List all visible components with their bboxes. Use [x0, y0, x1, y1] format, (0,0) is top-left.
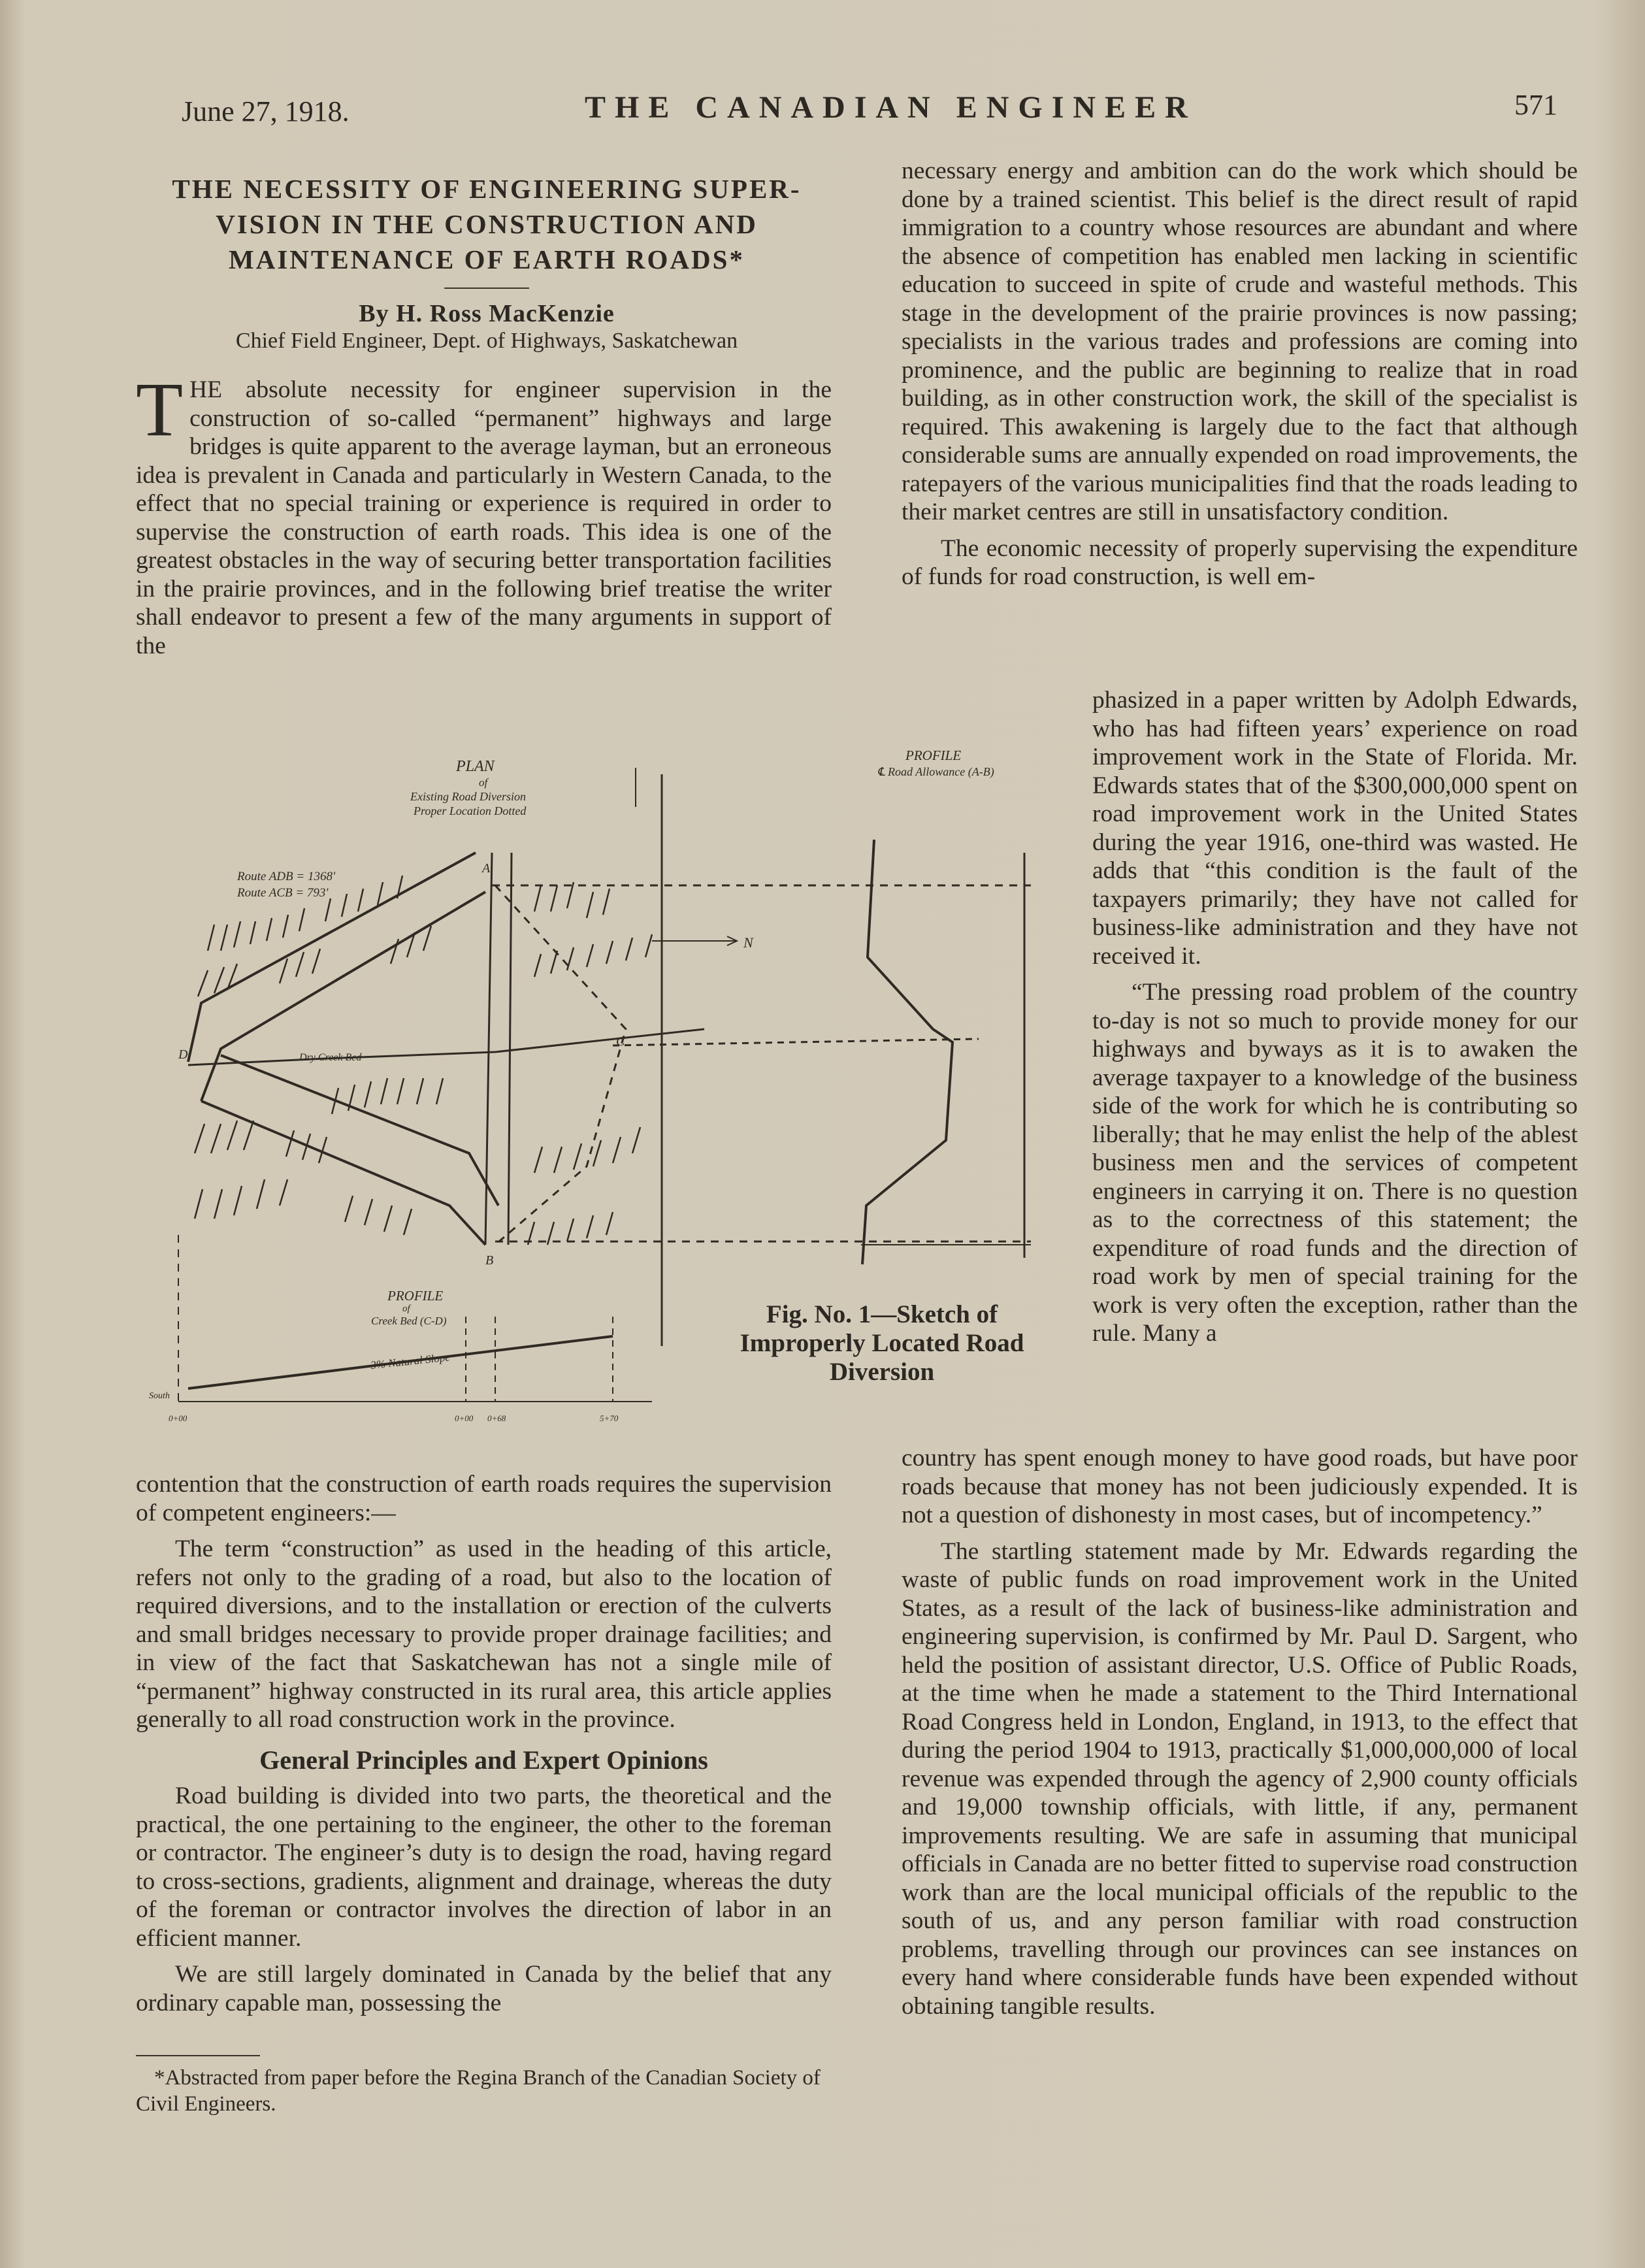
station-1: 0+00 [455, 1413, 474, 1423]
creek-bed-label: Dry Creek Bed [299, 1052, 362, 1063]
profile-link-middle [613, 1039, 979, 1045]
slope-label: 3% Natural Slope [370, 1351, 451, 1372]
col2-narrow-paragraph-2: “The pressing road problem of the country to-day is not so much to provide money for our highways and byways as it is to awaken the average taxpayer to a knowledge of the business side of the work for which he is contributing so liberally; that he may enlist the help of the ablest business men and the services of competent engineers in carrying it on. There is no question as to the correctness of this statement; the expenditure of road funds and the direction of road work by men of special training for the work is very often the exception, rather than the rule. Many a [1092, 979, 1578, 1347]
col2-paragraph-3: country has spent enough money to have good roads, but have poor roads because that money has not been judiciously expended. It is not a question of dishonesty in most cases, but of incompetency.” [902, 1445, 1578, 1528]
intro-text: HE absolute necessity for engineer supervision in the construction of so-called “permanent” highways and large bridges is quite apparent to the average layman, but an erroneous idea is prevalent in Canada and particularly in Western Canada, to the effect that no special training or experience is required in order to supervise the construction of earth roads. This idea is one of the greatest obstacles in the way of securing better transportation facilities in the prairie provinces, and in the following brief treatise the writer shall endeavor to present a few of the many arguments in support of the [136, 376, 832, 659]
col2-paragraph-4: The startling statement made by Mr. Edwards regarding the waste of public funds on road improvement work in the United States, as a result of the lack of business-like administration and engineering supervision, is confirmed by Mr. Paul D. Sargent, who held the position of assistant director, U.S. Office of Public Roads, at the time when he made a statement to the Third International Road Congress held in London, England, in 1913, to the effect that during the period 1904 to 1913, practically $1,000,000,000 of local revenue was expended through the agency of 2,900 county officials and 19,000 township officials, with little, if any, permanent improvements resulting. We are safe in assuming that municipal officials in Canada are no better fitted to supervise road construction work than are the local municipal officials of the republic to the south of us, and any person familiar with road construction problems, travelling through our provinces can see instances on every hand where considerable funds have been expended without obtaining tangible results. [902, 1537, 1578, 2020]
page-number: 571 [1514, 89, 1557, 121]
author-affiliation: Chief Field Engineer, Dept. of Highways, Saskatchewan [235, 329, 738, 353]
south-label: South [149, 1391, 170, 1401]
route-abd-label: Route ADB = 1368' [237, 870, 336, 883]
plan-of: of [479, 776, 488, 789]
right-profile-title: PROFILE [905, 748, 962, 763]
bottom-profile-of: of [402, 1304, 410, 1314]
issue-date: June 27, 1918. [182, 95, 350, 127]
drop-cap: T [136, 367, 184, 452]
col1-paragraph-3: Road building is divided into two parts, the theoretical and the practical, the one pertaining to the engineer, the other to the foreman or contractor. The engineer’s duty is to design the road, having regard to cross-sections, gradients, alignment and drainage, whereas the duty of the foreman or contractor involves the direction of labor in an efficient manner. [136, 1783, 832, 1952]
col1-paragraph-2: The term “construction” as used in the heading of this article, refers not only to the grading of a road, but also to the location of required diversions, and to the installation or erection of the culverts and small bridges necessary to provide proper drainage facilities; and in view of the fact that Saskatchewan has not a single mile of “permanent” highway constructed in its rural area, this article applies generally to all road construction work in the province. [136, 1536, 832, 1733]
route-acb-label: Route ACB = 793' [237, 886, 329, 900]
column-1-intro [136, 367, 832, 660]
column-2-top [902, 157, 1578, 591]
col1-paragraph-4: We are still largely dominated in Canada by the belief that any ordinary capable man, possessing the [136, 1961, 832, 2016]
col2-paragraph-1: necessary energy and ambition can do the work which should be done by a trained scientist. This belief is the direct result of rapid immigration to a country whose resources are abundant and where the absence of competition has enabled men lacking in scientific education to succeed in spite of crude and wasteful methods. This stage in the development of the prairie provinces is now passing; specialists in the various trades and professions are coming into prominence, and the public are beginning to realize that in road building, as in other construction work, the skill of the specialist is required. This awakening is largely due to the fact that although considerable sums are annually expended on road improvements, the ratepayers of the various municipalities find that the roads leading to their market centres are still in unsatisfactory condition. [902, 157, 1578, 525]
journal-title: THE CANADIAN ENGINEER [585, 90, 1197, 125]
diversion-upper-left [221, 1055, 498, 1206]
intro-paragraph [136, 367, 832, 660]
bottom-profile-title: PROFILE [387, 1288, 444, 1304]
point-c: C [616, 1034, 625, 1049]
point-d: D [178, 1047, 188, 1062]
road-allowance-line-right [508, 853, 512, 1245]
point-b: B [485, 1253, 494, 1268]
station-2: 0+68 [487, 1413, 506, 1423]
existing-road-upper [188, 853, 476, 1062]
right-profile-subtitle: ℄ Road Allowance (A-B) [877, 765, 994, 778]
section-subheading: General Principles and Expert Opinions [259, 1745, 708, 1775]
footnote: *Abstracted from paper before the Regina Branch of the Canadian Society of Civil Engineers. [136, 2066, 821, 2116]
existing-road-lower [201, 892, 485, 1101]
creek-bed-line [188, 1029, 704, 1065]
station-0: 0+00 [169, 1413, 187, 1423]
north-label: N [743, 934, 753, 951]
point-a: A [482, 861, 491, 876]
col1-paragraph-1: contention that the construction of earth roads requires the supervision of competent engineers:— [136, 1471, 832, 1526]
title-divider [444, 288, 529, 289]
station-3: 5+70 [600, 1413, 619, 1423]
figure-caption: Fig. No. 1—Sketch of Improperly Located Road Diversion [740, 1300, 1024, 1386]
col2-paragraph-2: The economic necessity of properly supervising the expenditure of funds for road construction, is well em- [902, 534, 1578, 590]
proper-location-dotted [495, 885, 626, 1245]
page-header [0, 82, 1645, 127]
article-title: THE NECESSITY OF ENGINEERING SUPER-VISION IN THE CONSTRUCTION AND MAINTENANCE OF EARTH ROADS* [172, 174, 802, 274]
column-2-narrow [1092, 686, 1578, 1348]
plan-subtitle-2: Proper Location Dotted [414, 804, 527, 817]
column-1-body [136, 1470, 832, 2017]
column-2-bottom [902, 1444, 1578, 2020]
plan-subtitle-1: Existing Road Diversion [410, 790, 526, 803]
diversion-lower-left [201, 1101, 485, 1245]
plan-title: PLAN [456, 758, 495, 775]
road-allowance-profile-curve [862, 840, 953, 1264]
author-byline: By H. Ross MacKenzie [359, 300, 615, 327]
col2-narrow-paragraph-1: phasized in a paper written by Adolph Edwards, who has had fifteen years’ experience on road improvement work in the State of Florida. Mr. Edwards states that of the $300,000,000 spent on road improvement work in the United States during the year 1916, one-third was wasted. He adds that “this condition is the fault of the taxpayers primarily; they have not called for business-like administration and they have not received it. [1092, 687, 1578, 970]
bottom-profile-subtitle: Creek Bed (C-D) [371, 1315, 447, 1327]
hill-hatching [195, 876, 652, 1245]
footnote-divider [136, 2055, 260, 2056]
